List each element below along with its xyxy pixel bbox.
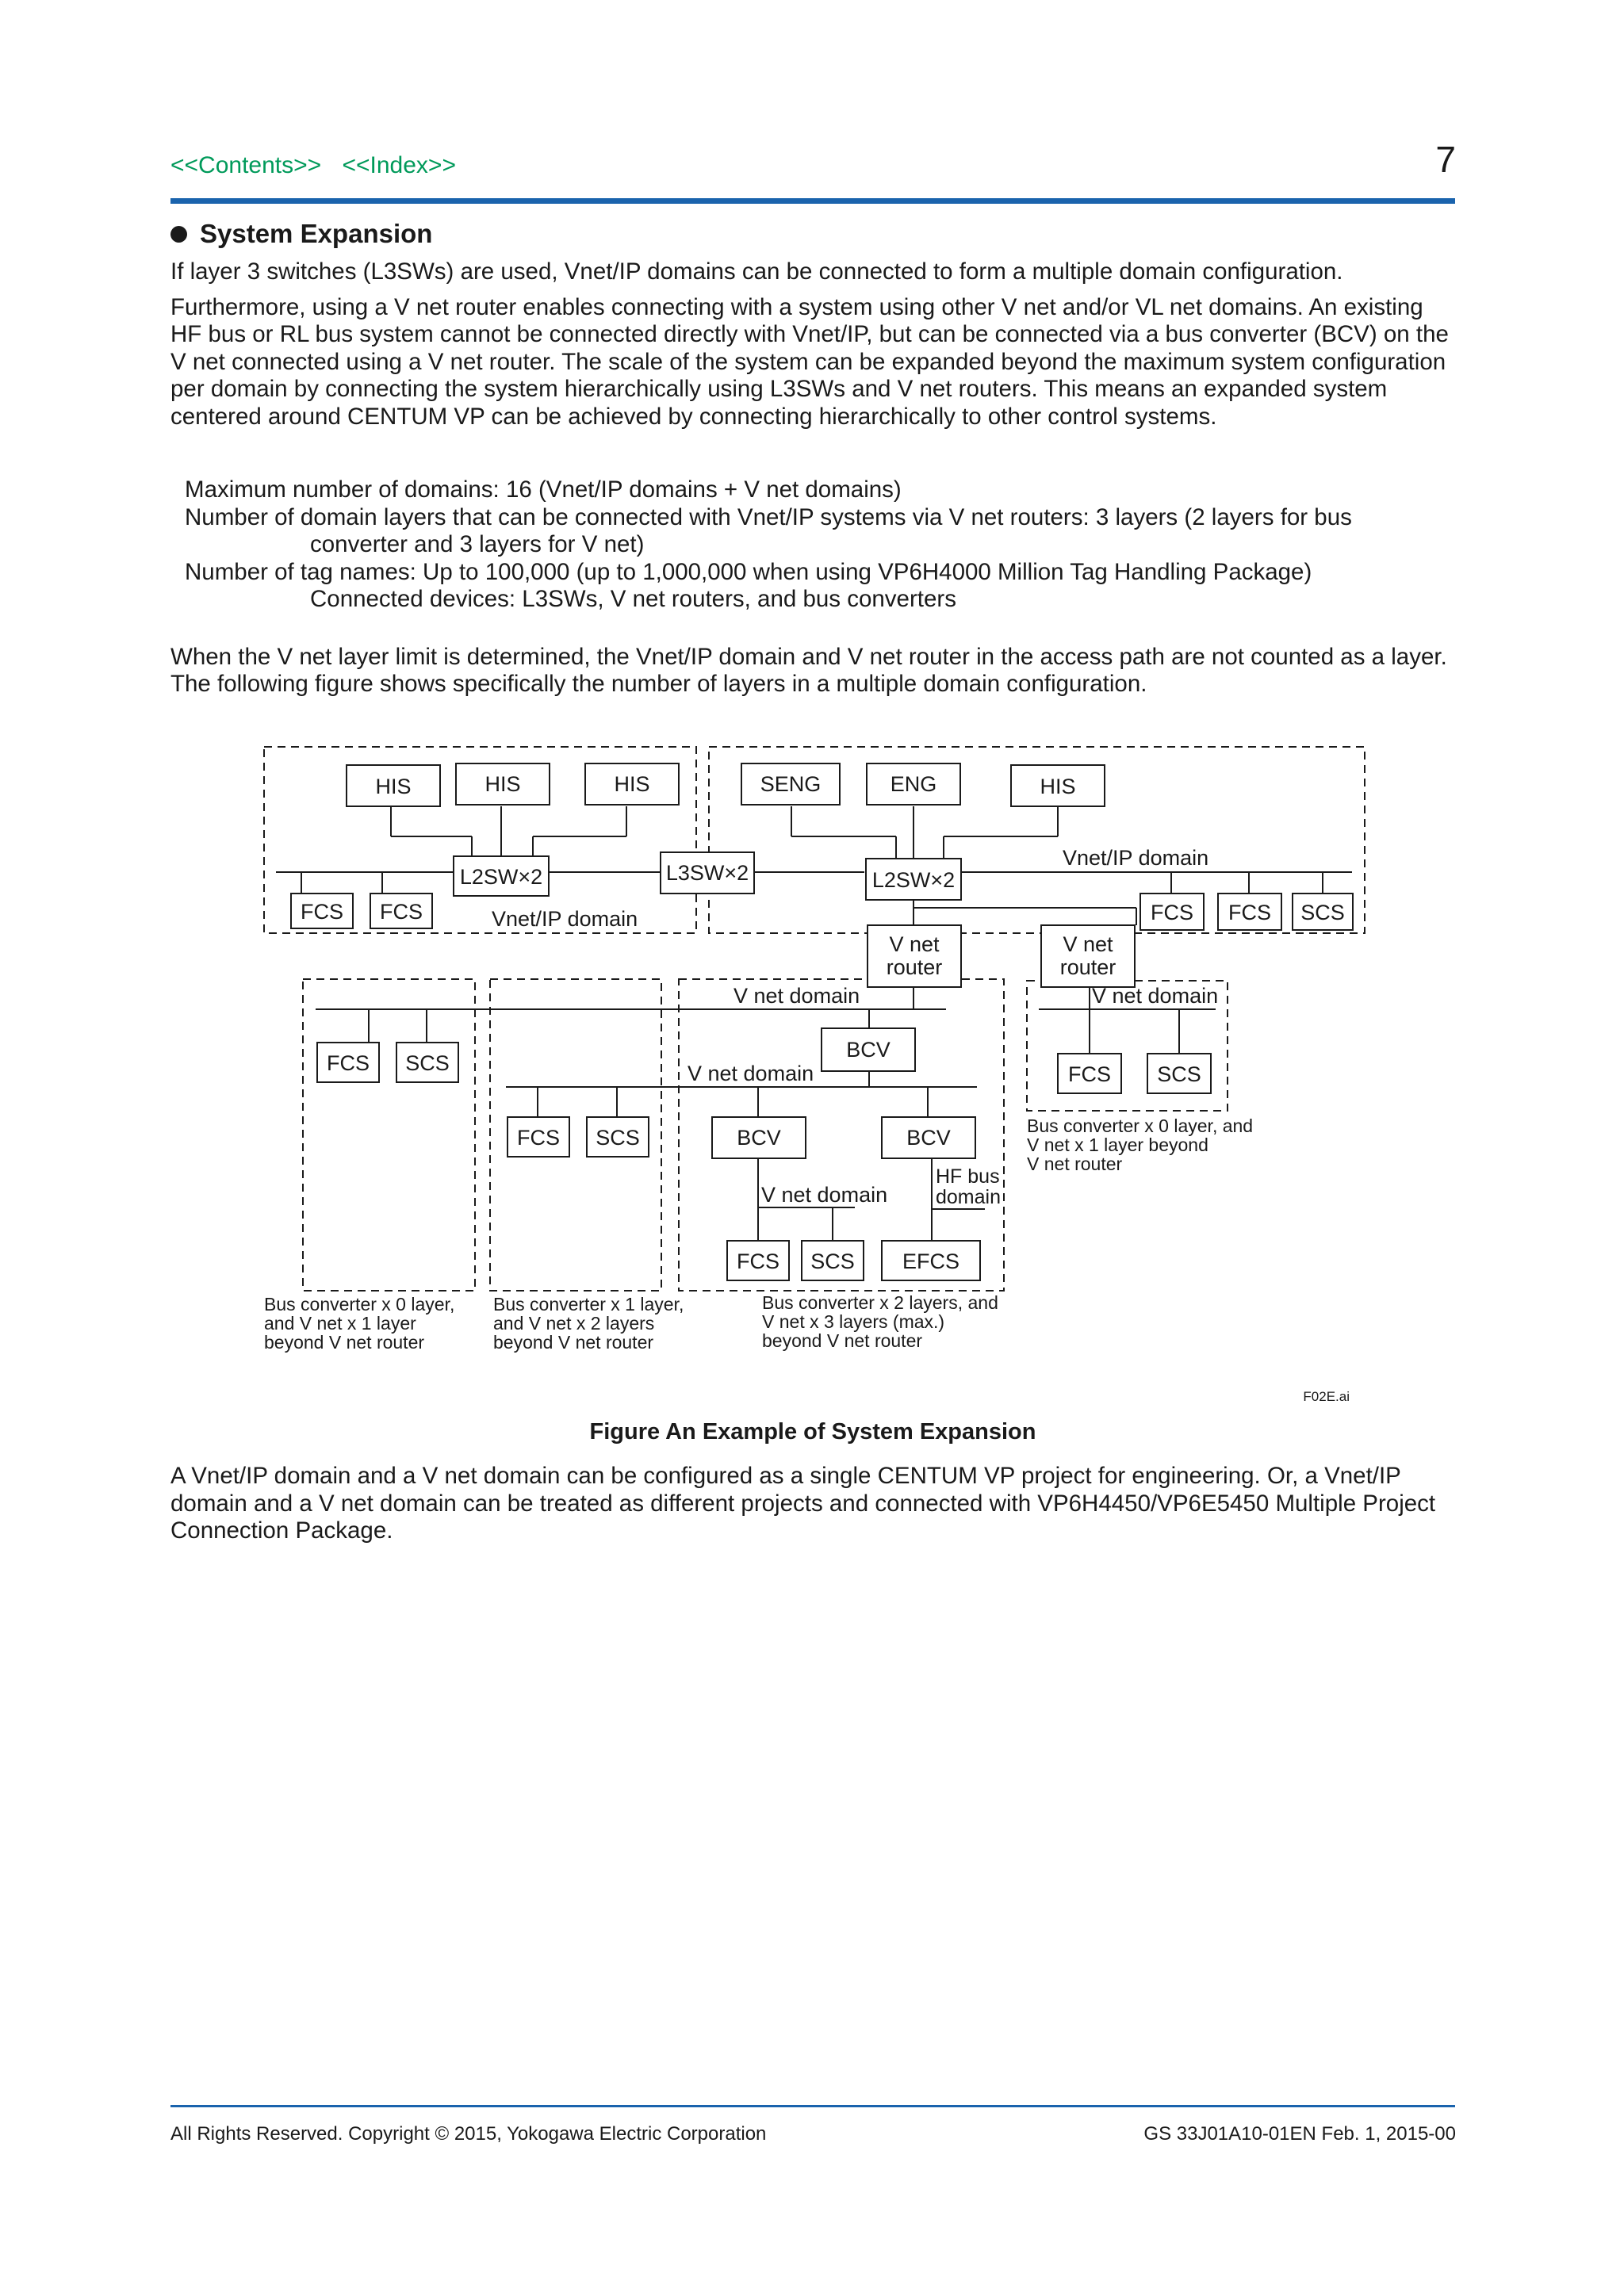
svg-text:HIS: HIS: [1040, 775, 1076, 798]
svg-text:ENG: ENG: [890, 772, 937, 796]
svg-text:and V net x 2 layers: and V net x 2 layers: [493, 1313, 655, 1334]
svg-text:EFCS: EFCS: [902, 1249, 960, 1273]
svg-text:SCS: SCS: [405, 1051, 450, 1075]
main-content: [170, 219, 1455, 706]
vnet-domain-label: V net domain: [1092, 984, 1219, 1008]
paragraph-1: If layer 3 switches (L3SWs) are used, Vnet/IP domains can be connected to form a multiple domain configuration.: [170, 258, 1343, 285]
header-rule: [170, 198, 1455, 204]
svg-text:Bus converter x 2 layers, and: Bus converter x 2 layers, and: [762, 1292, 998, 1313]
svg-text:router: router: [1059, 955, 1116, 979]
svg-text:SCS: SCS: [1300, 901, 1345, 924]
svg-text:HIS: HIS: [614, 772, 650, 796]
svg-text:FCS: FCS: [517, 1126, 560, 1150]
svg-text:HIS: HIS: [375, 775, 412, 798]
network-diagram: [254, 741, 1380, 1407]
contents-link[interactable]: <<Contents>>: [170, 152, 322, 178]
system-expansion-figure: [254, 741, 1380, 1407]
svg-text:FCS: FCS: [1068, 1062, 1111, 1086]
note-c: [762, 1292, 998, 1351]
note-b: [493, 1294, 684, 1353]
section-heading: [170, 219, 1455, 249]
footer-copyright: All Rights Reserved. Copyright © 2015, Yokogawa Electric Corporation: [170, 2123, 767, 2145]
svg-text:V net: V net: [889, 932, 940, 956]
figure-caption: Figure An Example of System Expansion: [589, 1419, 1036, 1445]
svg-text:FCS: FCS: [327, 1051, 370, 1075]
vnetip-domain-label: Vnet/IP domain: [492, 907, 638, 931]
footer-doc-id: GS 33J01A10-01EN Feb. 1, 2015-00: [1143, 2123, 1456, 2145]
vnet-domain-a-outline: [303, 979, 475, 1291]
svg-text:V net x 3 layers (max.): V net x 3 layers (max.): [762, 1311, 945, 1332]
note-d: [1027, 1115, 1253, 1174]
svg-text:FCS: FCS: [301, 900, 343, 924]
page-number: 7: [1435, 139, 1456, 180]
figure-file-id: F02E.ai: [1303, 1389, 1350, 1404]
svg-text:Bus converter x 0 layer, and: Bus converter x 0 layer, and: [1027, 1115, 1254, 1136]
footer-rule: [170, 2105, 1455, 2107]
svg-text:FCS: FCS: [1228, 901, 1271, 924]
svg-text:beyond V net router: beyond V net router: [493, 1332, 654, 1353]
svg-text:SCS: SCS: [1157, 1062, 1201, 1086]
paragraph-2: Furthermore, using a V net router enables connecting with a system using other V net and/or VL net domains. An existing HF bus or RL bus system cannot be connected directly with Vnet/IP, but can be connected via a bus converter (BCV) on the V net connected using a V net router. The scale of the system can be expanded beyond the maximum system configuration per domain by connecting the system hierarchically using L3SWs and V net routers. This means an expanded system centered around CENTUM VP can be achieved by connecting hierarchically to other control systems.: [170, 293, 1449, 430]
spec-tags: Number of tag names: Up to 100,000 (up to 1,000,000 when using VP6H4000 Million Tag Handling Package): [185, 558, 1312, 585]
svg-text:V net x 1 layer beyond: V net x 1 layer beyond: [1027, 1135, 1208, 1155]
svg-text:beyond V net router: beyond V net router: [762, 1330, 923, 1351]
svg-text:BCV: BCV: [906, 1126, 951, 1150]
paragraph-3: When the V net layer limit is determined, the Vnet/IP domain and V net router in the access path are not counted as a layer. The following figure shows specifically the number of layers in a multiple domain configuration.: [170, 643, 1447, 697]
svg-text:SCS: SCS: [810, 1249, 855, 1273]
svg-text:L2SW×2: L2SW×2: [871, 868, 956, 892]
section-title: System Expansion: [200, 219, 433, 248]
svg-text:L2SW×2: L2SW×2: [459, 865, 543, 889]
svg-text:Bus converter x 0 layer,: Bus converter x 0 layer,: [264, 1294, 455, 1314]
svg-text:beyond V net router: beyond V net router: [264, 1332, 425, 1353]
note-a: [264, 1294, 454, 1353]
index-link[interactable]: <<Index>>: [342, 152, 456, 178]
svg-text:BCV: BCV: [737, 1126, 781, 1150]
hf-bus-domain-label: HF bus: [936, 1165, 1000, 1188]
svg-text:V net: V net: [1063, 932, 1113, 956]
vnet-domain-label: V net domain: [688, 1062, 814, 1085]
hf-bus-domain-label: domain: [936, 1186, 1001, 1208]
svg-text:V net router: V net router: [1027, 1154, 1123, 1174]
spec-devices: Connected devices: L3SWs, V net routers, and bus converters: [310, 586, 956, 612]
svg-text:BCV: BCV: [846, 1038, 891, 1062]
svg-text:router: router: [886, 955, 943, 979]
svg-text:HIS: HIS: [485, 772, 521, 796]
bullet-icon: [170, 226, 187, 243]
svg-text:and V net x 1 layer: and V net x 1 layer: [264, 1313, 416, 1334]
vnet-domain-label: V net domain: [733, 984, 860, 1008]
spec-layers-cont: converter and 3 layers for V net): [310, 531, 645, 557]
closing-paragraph: A Vnet/IP domain and a V net domain can be configured as a single CENTUM VP project for engineering. Or, a Vnet/IP domain and a V net domain can be treated as different projects and connected with VP6H4450/VP6E5450 Multiple Project Connection Package.: [170, 1463, 1436, 1544]
header-links: [170, 152, 470, 179]
svg-text:L3SW×2: L3SW×2: [665, 861, 749, 885]
spec-layers: Number of domain layers that can be connected with Vnet/IP systems via V net routers: 3 layers (2 layers for bus: [185, 503, 1352, 530]
vnetip-domain-label: Vnet/IP domain: [1063, 846, 1209, 870]
svg-text:SENG: SENG: [760, 772, 822, 796]
svg-text:Bus converter x 1 layer,: Bus converter x 1 layer,: [493, 1294, 684, 1314]
spec-domains: Maximum number of domains: 16 (Vnet/IP domains + V net domains): [185, 476, 902, 503]
vnet-domain-label: V net domain: [761, 1183, 888, 1207]
spec-list: [185, 476, 1455, 614]
svg-text:FCS: FCS: [737, 1249, 779, 1273]
svg-text:FCS: FCS: [1151, 901, 1193, 924]
svg-text:FCS: FCS: [380, 900, 423, 924]
svg-text:SCS: SCS: [596, 1126, 640, 1150]
